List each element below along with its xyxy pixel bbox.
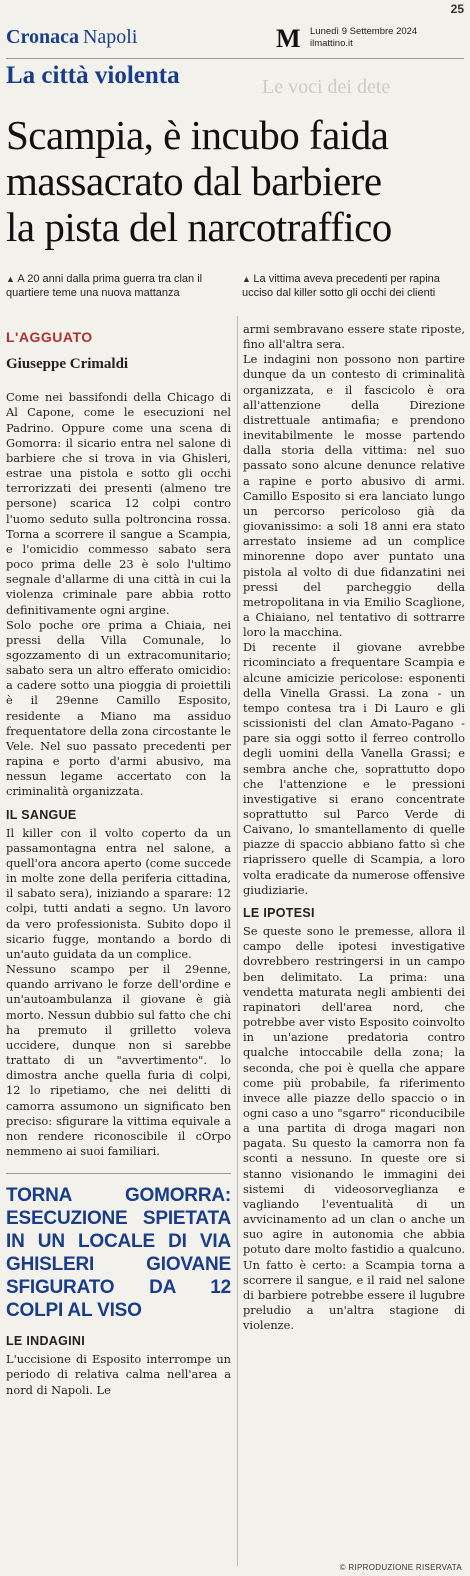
dateline <box>310 26 417 50</box>
subheadline-left-text: A 20 anni dalla prima guerra tra clan il quartiere teme una nuova mattanza <box>6 273 203 299</box>
section-label <box>6 26 137 49</box>
headline-line: massacrato dal barbiere <box>6 158 382 204</box>
newspaper-logo: M <box>276 24 300 53</box>
subheadline-left <box>6 272 232 300</box>
subheadline-right-text: La vittima aveva precedenti per rapina ucciso dal killer sotto gli occhi dei clienti <box>242 273 440 299</box>
triangle-icon: ▲ <box>6 274 18 284</box>
headline-line: la pista del narcotraffico <box>6 204 392 250</box>
article-column-left <box>6 322 231 1398</box>
kicker: La città violenta <box>6 62 180 89</box>
subheadline-right <box>242 272 468 300</box>
headline-line: Scampia, è incubo faida <box>6 112 389 158</box>
paragraph: armi sembravano essere state riposte, fino all'altra sera. <box>243 322 465 352</box>
section-sub: Napoli <box>82 26 138 48</box>
paragraph: Di recente il giovane avrebbe ricominciato a frequentare Scampia e alcune amicizie pericolose: esponenti della Vinella Grassi. La zona - un tempo contesa tra i Di Lauro e gli scissionisti del clan Amato-Pagano - pare sia oggi sotto il ferreo controllo degli uomini della Vanella Grassi; e sembra anche che, soprattutto dopo che l'attenzione e le pressioni investigative si erano concentrate soprattutto sul Parco Verde di Caivano, lo smantellamento di quelle piazze di spaccio abbiano fatto sì che riaprissero quelle di Scampia, a loro volta eradicate da numerose offensive giudiziarie. <box>243 640 465 897</box>
masthead <box>6 22 464 56</box>
triangle-icon: ▲ <box>242 274 254 284</box>
subhead-il-sangue: IL SANGUE <box>6 807 77 822</box>
paragraph: Solo poche ore prima a Chiaia, nei pressi della Villa Comunale, lo sgozzamento di un extracomunitario; sabato sera un altro efferato omicidio: a cadere sotto una pioggia di proiettili è il 29enne Camillo Esposito, residente a Miano ma assiduo frequentatore della zona circostante le Vele. Nel suo passato precedenti per rapina e porto d'armi abusivo, ma nessun legame accertato con la criminalità organizzata. <box>6 617 231 799</box>
paragraph: Come nei bassifondi della Chicago di Al Capone, come le esecuzioni nel Padrino. Oppure come una scena di Gomorra: il sicario entra nel salone di barbiere che si trova in via Ghisleri, estrae una pistola e sotto gli occhi terrorizzati dei presenti (almeno tre persone) scarica 12 colpi contro l'uomo seduto sulla poltroncina rossa. Torna a scorrere il sangue a Scampia, e l'omicidio commesso sabato sera poco prima delle 23 è solo l'ultimo segnale d'allarme di una città in cui la violenza criminale pare abbia rotto definitivamente ogni argine. <box>6 390 231 617</box>
article-column-right <box>243 322 465 1333</box>
paragraph: L'uccisione di Esposito interrompe un periodo di relativa calma nell'area a nord di Napoli. Le <box>6 1352 231 1397</box>
paragraph: Il killer con il volto coperto da un passamontagna entra nel salone, a quell'ora ancora aperto (come succede in molte zone della periferia cittadina, il sabato sera), iniziando a sparare: 12 colpi, tutti andati a segno. Un lavoro da vero professionista. Subito dopo il sicario fugge, montando a bordo di un'auto guidata da un complice. <box>6 825 231 961</box>
pull-quote: TORNA GOMORRA: ESECUZIONE SPIETATA IN UN LOCALE DI VIA GHISLERI GIOVANE SFIGURATO DA 12 COLPI AL VISO <box>6 1173 231 1322</box>
author-byline: Giuseppe Crimaldi <box>6 356 129 373</box>
section-main: Cronaca <box>6 26 79 48</box>
article-tag: L'AGGUATO <box>6 329 93 345</box>
paragraph: Le indagini non possono non partire dunque da un contesto di criminalità organizzata, e il fascicolo è ora all'attenzione della Direzione distrettuale antimafia; e prendono inevitabilmente le mosse partendo dalla storia della vittima: nel suo passato sono alcune denunce relative a rapine e porto abusivo di armi. Camillo Esposito si era lanciato lungo un percorso pericoloso già da giovanissimo: a soli 18 anni era stato arrestato insieme ad un complice minorenne dopo aver puntato una pistola al volto di due fidanzatini nei pressi del parcheggio della metropolitana in via Emilio Scaglione, a Chiaiano, nel tentativo di sottrarre loro la macchina. <box>243 352 465 640</box>
column-divider <box>237 316 238 1566</box>
website: ilmattino.it <box>310 38 353 49</box>
subhead-le-ipotesi: LE IPOTESI <box>243 905 315 920</box>
adjacent-article-bleed: Le voci dei dete <box>262 76 391 98</box>
page-number: 25 <box>450 2 464 16</box>
paragraph: Nessuno scampo per il 29enne, quando arrivano le forze dell'ordine e un'autoambulanza il giovane è già morto. Nessun dubbio sul fatto che chi ha premuto il grilletto voleva uccidere, dunque non si sarebbe trattato di un "avvertimento". lo dimostra anche quella furia di colpi, 12 lo ripetiamo, che nei delitti di camorra assumono un significato ben preciso: sfigurare la vittima equivale a non rendere riconoscibile il cOrpo nemmeno ai suoi familiari. <box>6 962 231 1158</box>
paragraph: Se queste sono le premesse, allora il campo delle ipotesi investigative dovrebbero restringersi in un campo ben delimitato. La prima: una vendetta maturata negli ambienti dei rapinatori dell'area nord, che potrebbe aver visto Esposito coinvolto in un'azione predatoria contro qualche intoccabile della zona; la seconda, che poi è quella che appare come più probabile, fa riferimento invece alle piazze dello spaccio o in ogni caso a uno "sgarro" riconducibile a una partita di droga magari non pagata. Su questo la camorra non fa sconti a nessuno. In queste ore si stanno visionando le immagini dei sistemi di videosorveglianza e vagliando l'eventualità di un avvicinamento ad un clan o anche un suo agire in autonomia che abbia potuto dare molto fastidio a qualcuno. Un fatto è certo: a Scampia torna a scorrere il sangue, e il raid nel salone di barbiere potrebbe essere il lugubre preludio a un'altra stagione di violenze. <box>243 924 465 1333</box>
subhead-le-indagini: LE INDAGINI <box>6 1334 85 1349</box>
headline <box>6 112 468 250</box>
copyright-notice: © RIPRODUZIONE RISERVATA <box>339 1563 462 1572</box>
issue-date: Lunedì 9 Settembre 2024 <box>310 26 418 37</box>
divider <box>6 58 464 59</box>
